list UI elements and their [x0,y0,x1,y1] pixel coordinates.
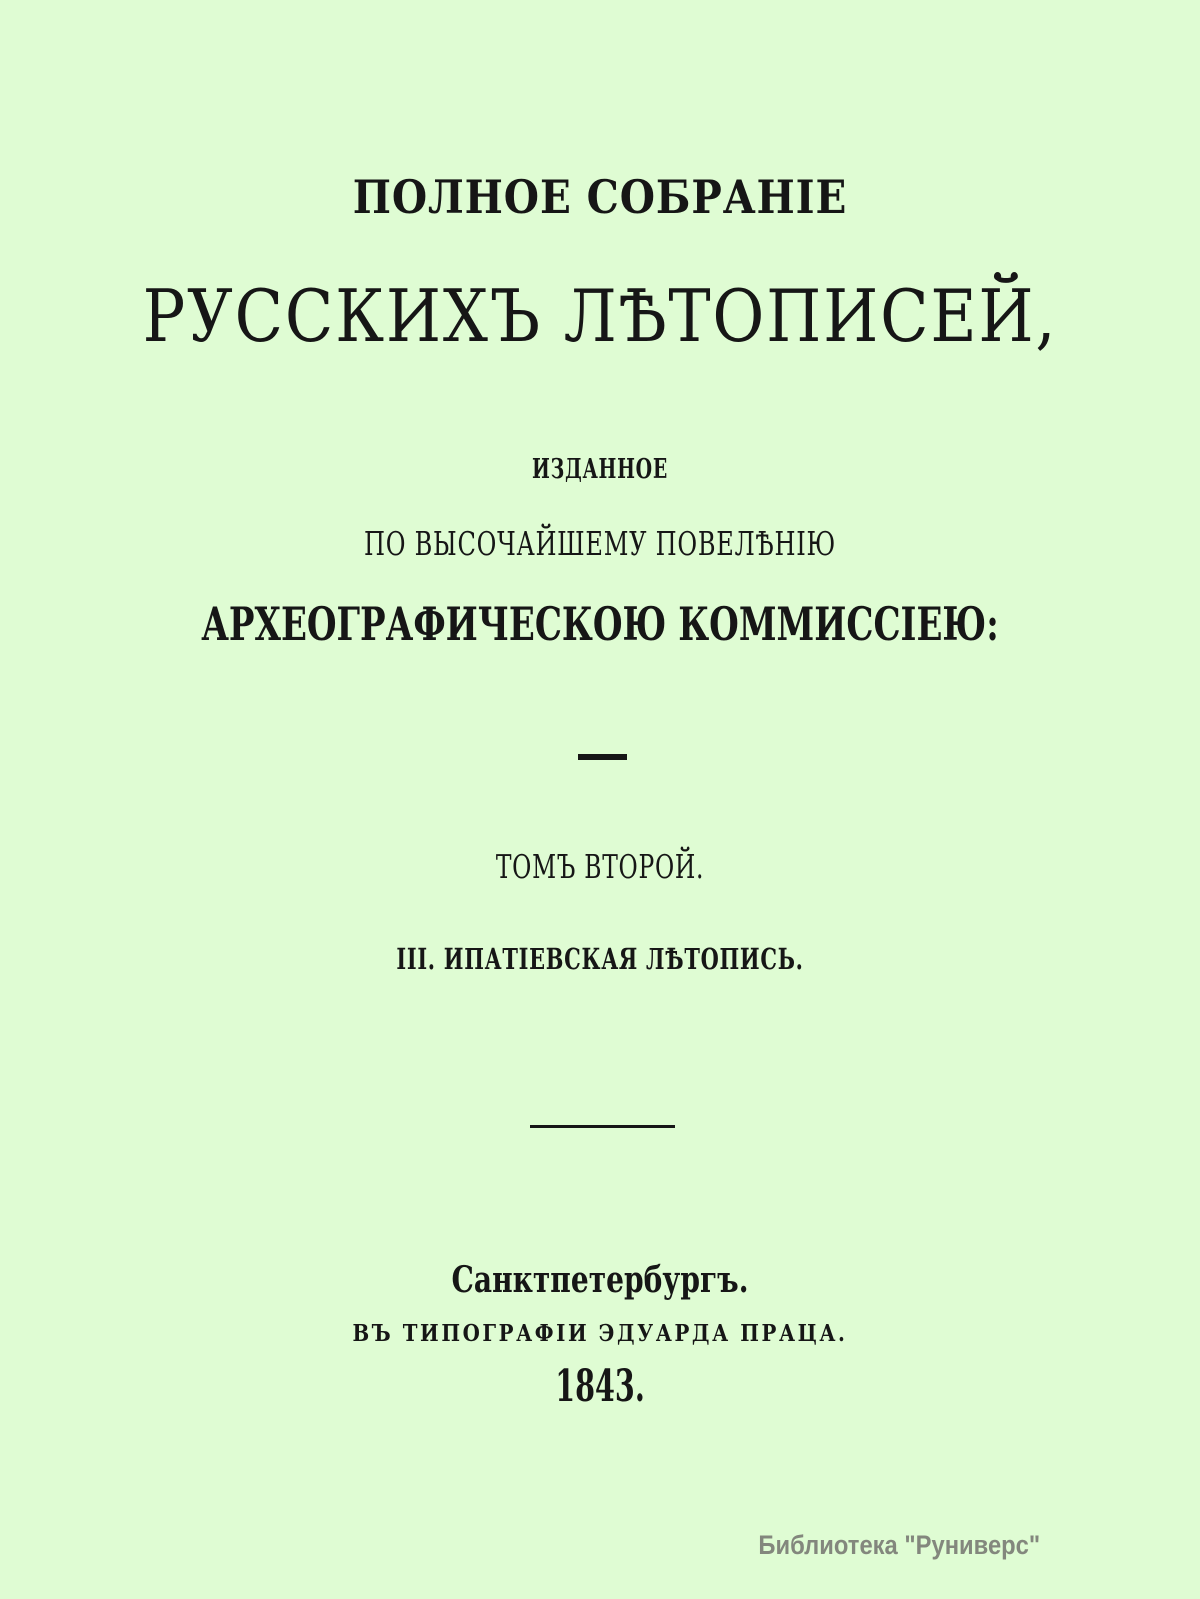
main-title: РУССКИХЪ ЛѢТОПИСЕЙ, [142,274,1058,358]
imprint-year: 1843. [555,1361,645,1412]
imprint-publisher: ВЪ ТИПОГРАФІИ ЭДУАРДА ПРАЦА. [352,1320,848,1347]
chronicle-title: III. ИПАТІЕВСКАЯ ЛѢТОПИСЬ. [396,942,804,976]
series-title: ПОЛНОЕ СОБРАНІЕ [352,170,848,224]
double-rule-divider [578,754,627,760]
imprint-city: Санктпетербургъ. [451,1259,749,1301]
decree-note: ПО ВЫСОЧАЙШЕМУ ПОВЕЛѢНІЮ [364,524,836,563]
edition-note: ИЗДАННОЕ [532,454,668,485]
single-rule-divider [530,1125,675,1128]
commission-note: АРХЕОГРАФИЧЕСКОЮ КОММИССІЕЮ: [201,597,999,651]
library-watermark: Библиотека "Руниверс" [758,1530,1040,1560]
volume-title: ТОМЪ ВТОРОЙ. [495,847,705,886]
